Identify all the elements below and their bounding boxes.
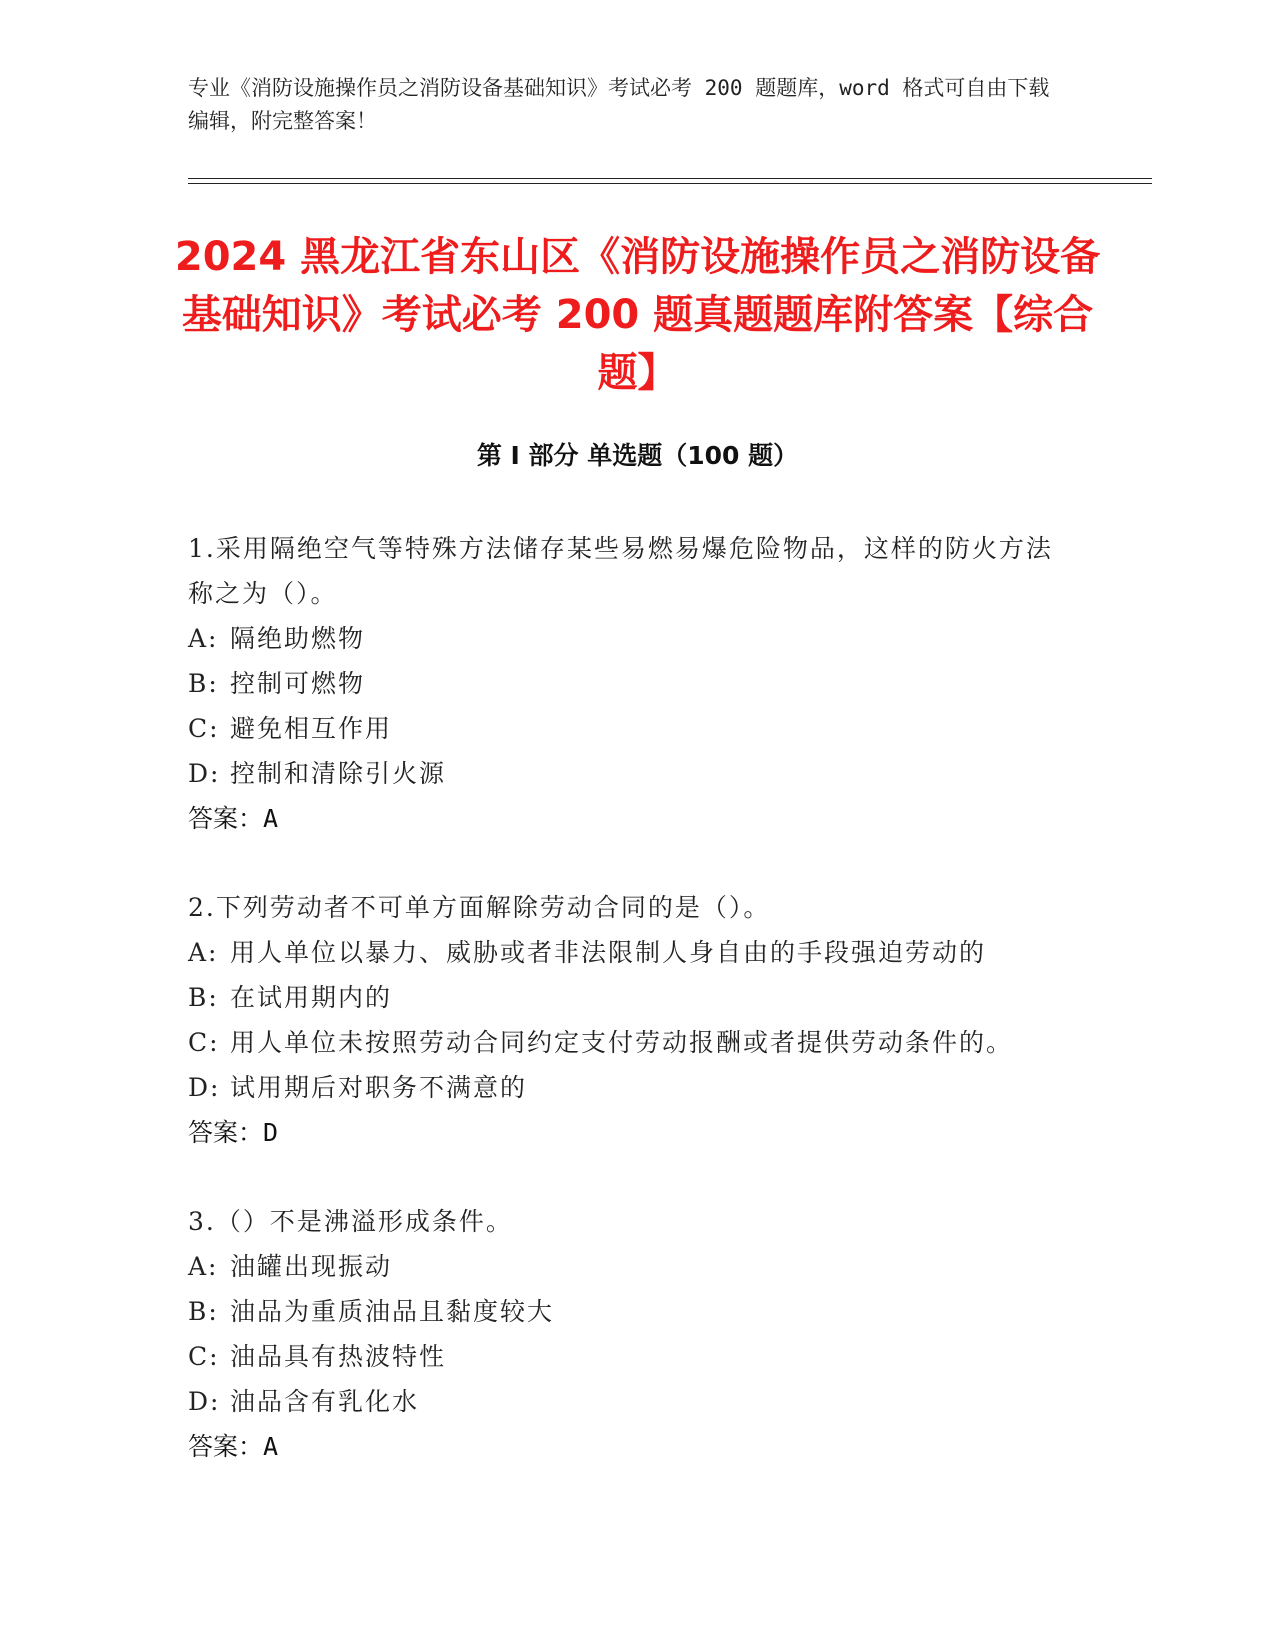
answer-value: D (263, 1118, 279, 1147)
answer-label: 答案： (188, 1118, 264, 1147)
option-text: 用人单位未按照劳动合同约定支付劳动报酬或者提供劳动条件的。 (230, 1028, 1014, 1057)
option-text: 油品为重质油品且黏度较大 (230, 1297, 555, 1326)
question-option (188, 1065, 1068, 1110)
answer-line (188, 1110, 1068, 1155)
question-stem: 1.采用隔绝空气等特殊方法储存某些易燃易爆危险物品，这样的防火方法称之为（）。 (188, 534, 1053, 608)
header-divider-bottom (188, 183, 1152, 184)
answer-line (188, 1424, 1068, 1469)
question-option (188, 661, 1068, 706)
header-note: 专业《消防设施操作员之消防设备基础知识》考试必考 200 题题库，word 格式可自由下载编辑，附完整答案！ (188, 76, 1050, 133)
question-option (188, 1379, 1068, 1424)
question-option (188, 1334, 1068, 1379)
option-text: 油品含有乳化水 (230, 1387, 420, 1416)
option-text: 避免相互作用 (230, 714, 393, 743)
option-letter: A: (188, 938, 219, 967)
answer-value: A (263, 804, 279, 833)
question-stem: 2.下列劳动者不可单方面解除劳动合同的是（）。 (188, 893, 771, 922)
option-text: 试用期后对职务不满意的 (230, 1073, 528, 1102)
option-letter: C: (188, 714, 220, 743)
answer-label: 答案： (188, 1432, 264, 1461)
section-heading: 第 I 部分 单选题（100 题） (476, 441, 799, 470)
question-item (188, 1199, 1068, 1469)
option-letter: B: (188, 983, 219, 1012)
question-option (188, 706, 1068, 751)
header-divider-top (188, 178, 1152, 179)
option-letter: C: (188, 1342, 220, 1371)
option-letter: A: (188, 624, 219, 653)
question-option (188, 1244, 1068, 1289)
option-text: 用人单位以暴力、威胁或者非法限制人身自由的手段强迫劳动的 (230, 938, 987, 967)
option-letter: D: (188, 1387, 221, 1416)
question-option (188, 751, 1068, 796)
answer-value: A (263, 1432, 279, 1461)
question-stem: 3.（）不是沸溢形成条件。 (188, 1207, 513, 1236)
document-title: 2024 黑龙江省东山区《消防设施操作员之消防设备基础知识》考试必考 200 题真题题库附答案【综合题】 (174, 234, 1101, 396)
option-letter: D: (188, 1073, 221, 1102)
question-option (188, 616, 1068, 661)
option-letter: B: (188, 669, 219, 698)
question-list (188, 526, 1068, 1513)
answer-label: 答案： (188, 804, 264, 833)
option-text: 油品具有热波特性 (230, 1342, 447, 1371)
option-letter: B: (188, 1297, 219, 1326)
option-letter: A: (188, 1252, 219, 1281)
option-letter: D: (188, 759, 221, 788)
option-text: 控制和清除引火源 (230, 759, 447, 788)
option-letter: C: (188, 1028, 220, 1057)
question-option (188, 975, 1068, 1020)
question-option (188, 1020, 1068, 1065)
question-option (188, 930, 1068, 975)
question-item (188, 526, 1068, 841)
question-option (188, 1289, 1068, 1334)
option-text: 在试用期内的 (230, 983, 393, 1012)
option-text: 隔绝助燃物 (230, 624, 366, 653)
question-item (188, 885, 1068, 1155)
option-text: 油罐出现振动 (230, 1252, 393, 1281)
answer-line (188, 796, 1068, 841)
option-text: 控制可燃物 (230, 669, 366, 698)
